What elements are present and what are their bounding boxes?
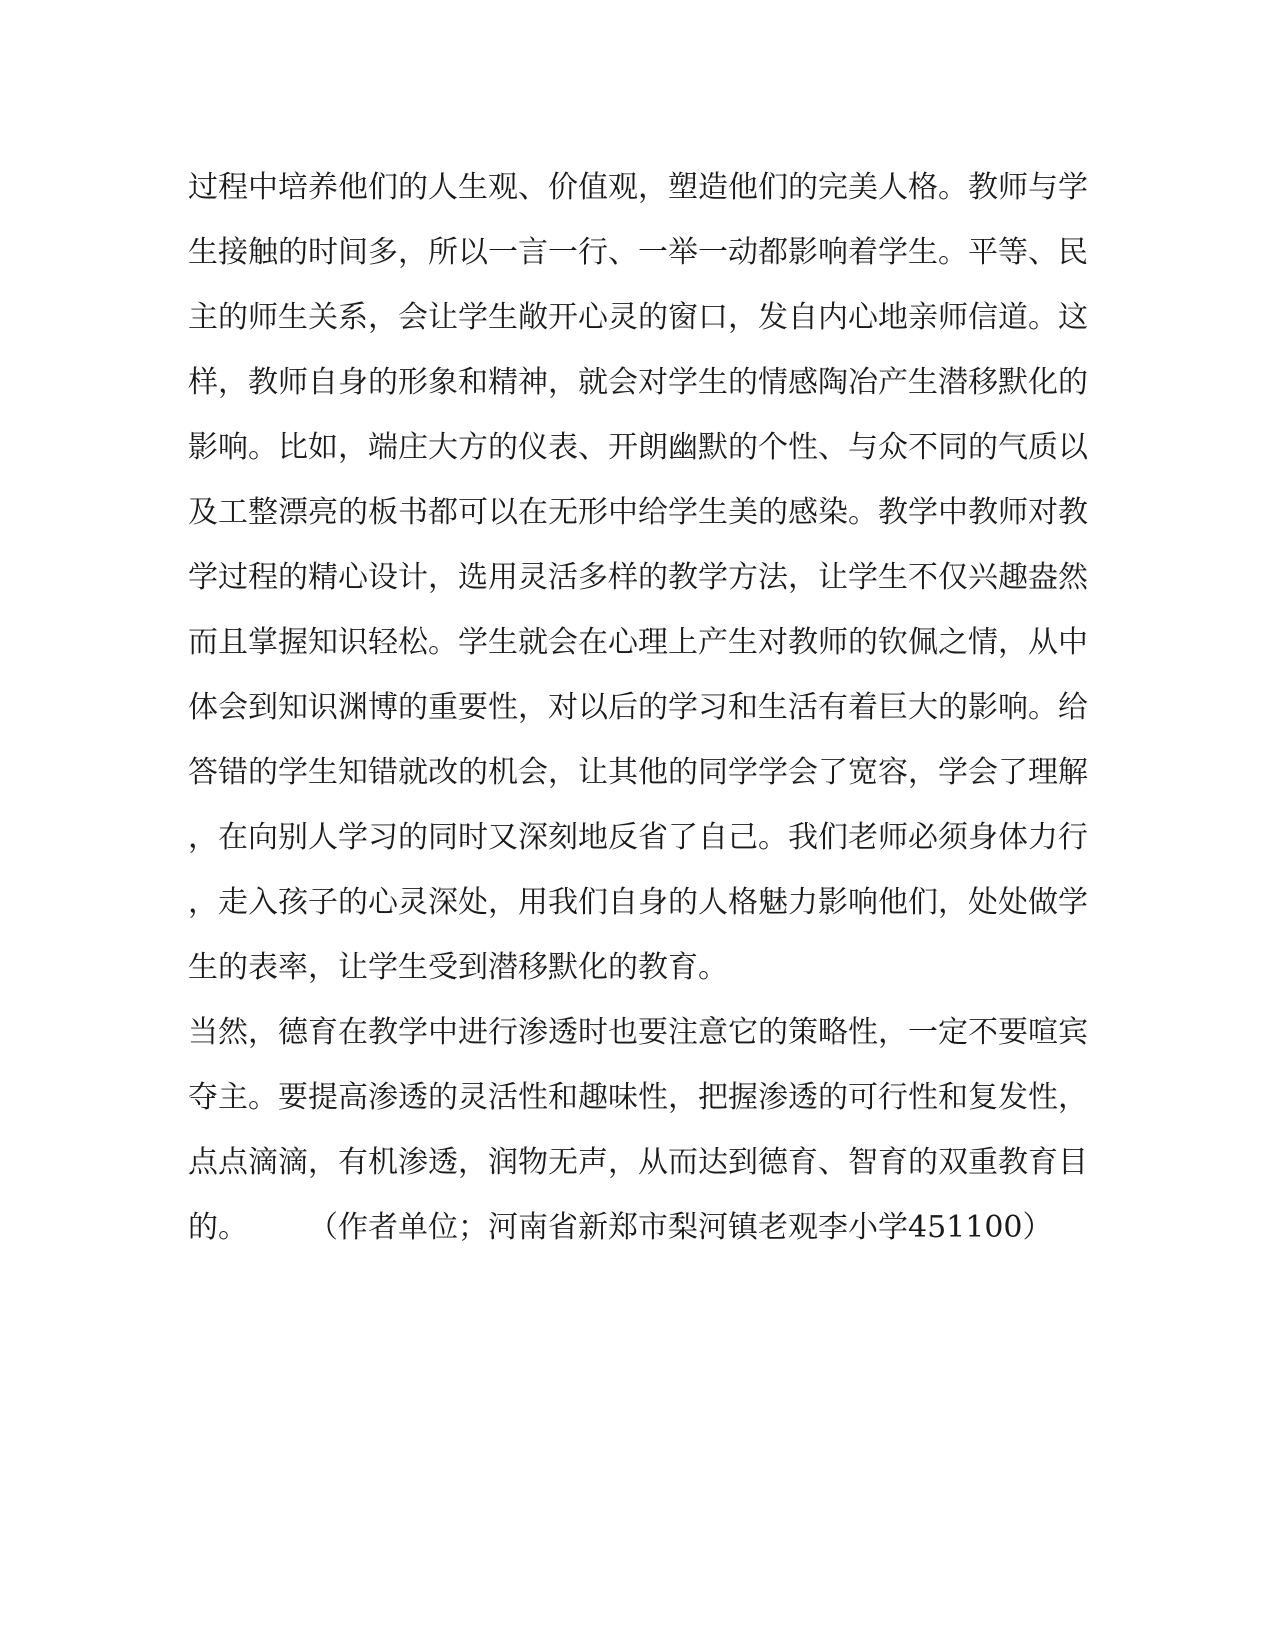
text-line: 主的师生关系，会让学生敞开心灵的窗口，发自内心地亲师信道。这 xyxy=(188,300,1088,335)
text-line: 夺主。要提高渗透的灵活性和趣味性，把握渗透的可行性和复发性， xyxy=(188,1080,1088,1115)
text-line: 生接触的时间多，所以一言一行、一举一动都影响着学生。平等、民 xyxy=(188,235,1088,270)
text-line: ，在向别人学习的同时又深刻地反省了自己。我们老师必须身体力行 xyxy=(188,820,1088,855)
text-line: 点点滴滴，有机渗透，润物无声，从而达到德育、智育的双重教育目 xyxy=(188,1145,1088,1180)
text-line: 学过程的精心设计，选用灵活多样的教学方法，让学生不仅兴趣盎然 xyxy=(188,560,1088,595)
text-line: 生的表率，让学生受到潜移默化的教育。 xyxy=(188,950,728,985)
text-line: 影响。比如，端庄大方的仪表、开朗幽默的个性、与众不同的气质以 xyxy=(188,430,1088,465)
text-line: 体会到知识渊博的重要性，对以后的学习和生活有着巨大的影响。给 xyxy=(188,690,1088,725)
text-line: 过程中培养他们的人生观、价值观，塑造他们的完美人格。教师与学 xyxy=(188,170,1088,205)
text-line: 及工整漂亮的板书都可以在无形中给学生美的感染。教学中教师对教 xyxy=(188,495,1088,530)
text-line: ，走入孩子的心灵深处，用我们自身的人格魅力影响他们，处处做学 xyxy=(188,885,1088,920)
text-line: 答错的学生知错就改的机会，让其他的同学学会了宽容，学会了理解 xyxy=(188,755,1088,790)
text-line: 而且掌握知识轻松。学生就会在心理上产生对教师的钦佩之情，从中 xyxy=(188,625,1088,660)
text-line: 样，教师自身的形象和精神，就会对学生的情感陶冶产生潜移默化的 xyxy=(188,365,1088,400)
author-affiliation-line: 的。 （作者单位；河南省新郑市梨河镇老观李小学451100） xyxy=(188,1210,1053,1245)
body-text xyxy=(188,155,1088,1260)
text-line: 当然，德育在教学中进行渗透时也要注意它的策略性，一定不要喧宾 xyxy=(188,1015,1088,1050)
